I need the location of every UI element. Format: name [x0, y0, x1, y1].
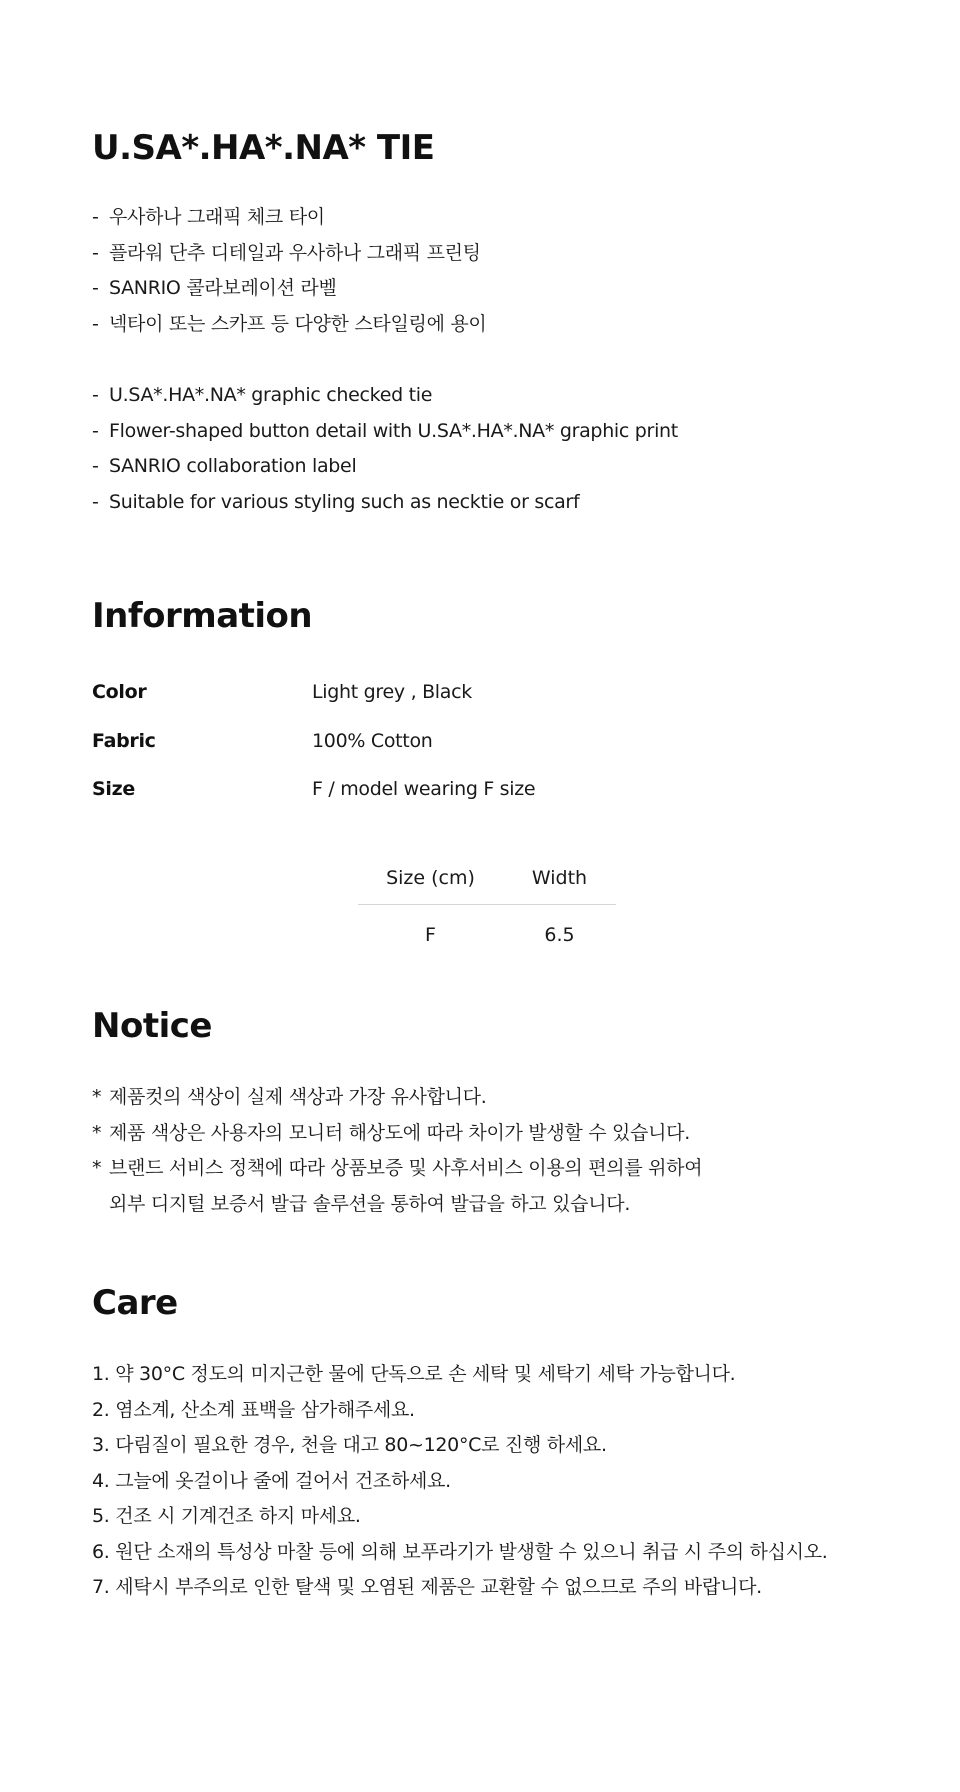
information-heading: Information	[92, 596, 313, 636]
list-item: * 브랜드 서비스 정책에 따라 상품보증 및 사후서비스 이용의 편의를 위하여	[92, 1157, 703, 1179]
size-table-header	[358, 852, 616, 905]
list-item: 1. 약 30°C 정도의 미지근한 물에 단독으로 손 세탁 및 세탁기 세탁 가능합니다.	[92, 1363, 736, 1385]
table-row	[358, 905, 616, 965]
list-item: - SANRIO collaboration label	[92, 455, 357, 477]
info-label: Size	[92, 778, 135, 801]
list-item: - 우사하나 그래픽 체크 타이	[92, 206, 325, 228]
list-item: 3. 다림질이 필요한 경우, 천을 대고 80~120°C로 진행 하세요.	[92, 1434, 607, 1456]
info-label: Color	[92, 681, 147, 704]
care-heading: Care	[92, 1283, 178, 1323]
notice-list	[92, 1080, 702, 1222]
list-item: 7. 세탁시 부주의로 인한 탈색 및 오염된 제품은 교환할 수 없으므로 주의 바랍니다.	[92, 1576, 762, 1598]
list-item: 5. 건조 시 기계건조 하지 마세요.	[92, 1505, 361, 1527]
info-value: 100% Cotton	[312, 729, 433, 752]
info-row-size	[92, 765, 535, 814]
width-cell: 6.5	[544, 924, 575, 946]
english-feature-list	[92, 378, 678, 520]
list-item: * 제품 색상은 사용자의 모니터 해상도에 따라 차이가 발생할 수 있습니다.	[92, 1121, 690, 1144]
list-item: - 플라워 단추 디테일과 우사하나 그래픽 프린팅	[92, 241, 481, 264]
notice-heading: Notice	[92, 1006, 212, 1046]
size-cell: F	[425, 924, 436, 946]
list-item: 2. 염소계, 산소계 표백을 삼가해주세요.	[92, 1398, 415, 1421]
width-header-cell: Width	[531, 867, 588, 889]
info-row-fabric	[92, 717, 535, 766]
info-label: Fabric	[92, 729, 156, 752]
info-value: Light grey , Black	[312, 681, 472, 704]
list-item-continuation: 외부 디지털 보증서 발급 솔루션을 통하여 발급을 하고 있습니다.	[109, 1192, 631, 1215]
info-value: F / model wearing F size	[312, 778, 536, 801]
list-item: - Flower-shaped button detail with U.SA*.HA*.NA* graphic print	[92, 419, 678, 442]
info-row-color	[92, 668, 535, 717]
product-title: U.SA*.HA*.NA* TIE	[92, 128, 435, 168]
list-item: - SANRIO 콜라보레이션 라벨	[92, 277, 337, 299]
list-item: 6. 원단 소재의 특성상 마찰 등에 의해 보푸라기가 발생할 수 있으니 취급 시 주의 하십시오.	[92, 1540, 828, 1563]
care-list	[92, 1357, 828, 1606]
korean-feature-list	[92, 200, 486, 342]
list-item: - U.SA*.HA*.NA* graphic checked tie	[92, 384, 433, 406]
size-table	[358, 852, 616, 965]
information-table	[92, 668, 535, 814]
list-item: 4. 그늘에 옷걸이나 줄에 걸어서 건조하세요.	[92, 1469, 451, 1492]
list-item: - 넥타이 또는 스카프 등 다양한 스타일링에 용이	[92, 312, 487, 335]
list-item: * 제품컷의 색상이 실제 색상과 가장 유사합니다.	[92, 1086, 487, 1108]
list-item: - Suitable for various styling such as necktie or scarf	[92, 490, 580, 513]
size-header-cell: Size (cm)	[386, 867, 475, 889]
